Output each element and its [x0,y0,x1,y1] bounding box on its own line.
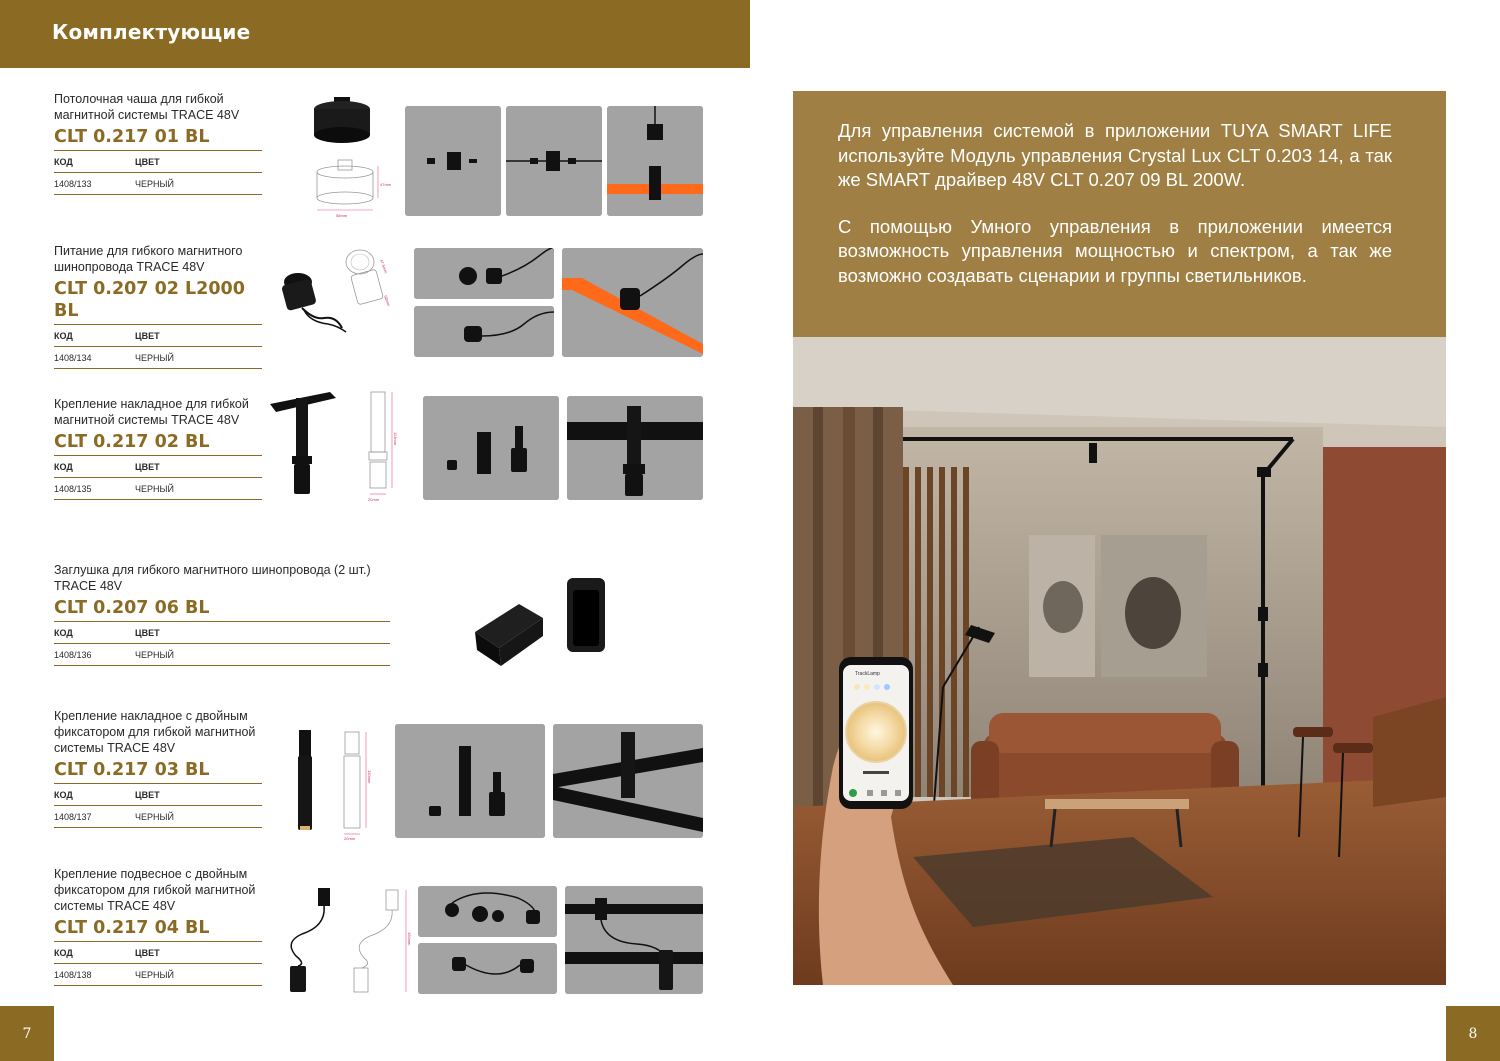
color-header: ЦВЕТ [135,627,160,638]
info-panel [793,91,1446,337]
product-model: CLT 0.217 01 BL [54,127,210,147]
color-header: ЦВЕТ [135,330,160,341]
product-description-line: фиксатором для гибкой магнитной [54,725,256,739]
page-number-right: 8 [1446,1006,1500,1061]
product-block [54,866,262,986]
code-header: КОД [54,461,73,472]
product-model: CLT 0.207 02 L2000 BL [54,279,245,321]
product-photo [423,396,559,500]
code-header: КОД [54,156,73,167]
spec-value-row [54,644,390,666]
product-render [473,574,613,670]
color-value: ЧЕРНЫЙ [135,483,174,494]
color-header: ЦВЕТ [135,947,160,958]
color-value: ЧЕРНЫЙ [135,352,174,363]
header-band [0,0,750,68]
product-photo [567,396,703,500]
phone-app-title: TrackLamp [855,671,880,677]
code-header: КОД [54,627,73,638]
color-value: ЧЕРНЫЙ [135,811,174,822]
spec-value-row [54,173,262,195]
code-value: 1408/138 [54,969,92,980]
product-photo [414,306,554,357]
interior-photo [793,337,1446,985]
color-header: ЦВЕТ [135,461,160,472]
product-description-line: фиксатором для гибкой магнитной [54,883,256,897]
product-spec-table [54,150,262,195]
spec-header-row [54,942,262,964]
spec-header-row [54,784,262,806]
product-photo [565,886,703,994]
spec-value-row [54,964,262,986]
code-header: КОД [54,789,73,800]
product-technical-drawing [358,388,402,502]
product-technical-drawing [340,246,402,312]
color-header: ЦВЕТ [135,156,160,167]
dimension-label: 150mm [367,770,372,784]
product-photo [562,248,703,357]
product-model: CLT 0.217 03 BL [54,760,210,780]
product-block [54,396,262,500]
dimension-label: 58mm [383,294,392,307]
product-model: CLT 0.207 06 BL [54,598,210,618]
dimension-label: 47mm [380,182,392,187]
product-spec-table [54,621,390,666]
product-technical-drawing [346,888,416,998]
product-spec-table [54,455,262,500]
product-description [54,243,262,275]
color-value: ЧЕРНЫЙ [135,969,174,980]
product-technical-drawing [336,728,380,842]
color-header: ЦВЕТ [135,789,160,800]
product-photo [418,943,557,994]
product-description [54,562,390,594]
dimension-label: 150mm [407,932,412,946]
product-photo [607,106,703,216]
code-value: 1408/135 [54,483,92,494]
page-title: Комплектующие [52,20,251,44]
code-value: 1408/134 [54,352,92,363]
spec-header-row [54,325,262,347]
product-description [54,91,262,123]
product-model: CLT 0.217 02 BL [54,432,210,452]
product-photo [553,724,703,838]
product-description-line: Заглушка для гибкого магнитного шинопровода (2 шт.) [54,563,371,577]
dimension-label: 20mm [368,497,380,502]
product-render [270,390,340,496]
product-description-line: Крепление накладное с двойным [54,709,248,723]
color-value: ЧЕРНЫЙ [135,178,174,189]
page-number-left: 7 [0,1006,54,1061]
code-header: КОД [54,330,73,341]
spec-header-row [54,456,262,478]
dimension-label: 113mm [393,432,398,446]
product-model: CLT 0.217 04 BL [54,918,210,938]
product-technical-drawing [312,158,392,220]
spec-value-row [54,806,262,828]
info-paragraph: Для управления системой в приложении TUYA SMART LIFE используйте Модуль управления Crystal Lux CLT 0.203 14, а так же SMART драйвер 48V CLT 0.207 09 BL 200W. [838,120,1392,190]
product-photo [506,106,602,216]
dimension-label: 58mm [336,213,348,218]
product-description-line: системы TRACE 48V [54,899,176,913]
product-description-line: Питание для гибкого магнитного [54,244,243,258]
product-photo [414,248,554,299]
product-photo [418,886,557,937]
spec-value-row [54,478,262,500]
info-text [838,119,1392,288]
product-render [282,886,342,996]
product-description-line: Потолочная чаша для гибкой [54,92,224,106]
product-render [290,728,320,832]
product-description-line: TRACE 48V [54,579,123,593]
product-description [54,708,262,756]
product-description-line: Крепление накладное для гибкой [54,397,249,411]
product-spec-table [54,324,262,369]
product-photo [405,106,501,216]
product-description [54,396,262,428]
product-spec-table [54,941,262,986]
product-block [54,562,390,666]
dimension-label: 20mm [344,836,356,841]
product-description-line: шинопровода TRACE 48V [54,260,205,274]
spec-header-row [54,151,262,173]
code-header: КОД [54,947,73,958]
code-value: 1408/133 [54,178,92,189]
product-description [54,866,262,914]
product-description-line: системы TRACE 48V [54,741,176,755]
product-spec-table [54,783,262,828]
code-value: 1408/136 [54,649,92,660]
product-block [54,708,262,828]
product-description-line: магнитной системы TRACE 48V [54,108,240,122]
product-block [54,243,262,369]
product-render [312,95,372,147]
color-value: ЧЕРНЫЙ [135,649,174,660]
spec-value-row [54,347,262,369]
dimension-label: 47.5mm [379,258,389,274]
info-paragraph: С помощью Умного управления в приложении имеется возможность управления мощностью и спектром, а так же возможно создавать сценарии и группы светильников. [838,215,1392,286]
product-block [54,91,262,195]
product-description-line: Крепление подвесное с двойным [54,867,248,881]
spec-header-row [54,622,390,644]
product-photo [395,724,545,838]
code-value: 1408/137 [54,811,92,822]
product-description-line: магнитной системы TRACE 48V [54,413,240,427]
